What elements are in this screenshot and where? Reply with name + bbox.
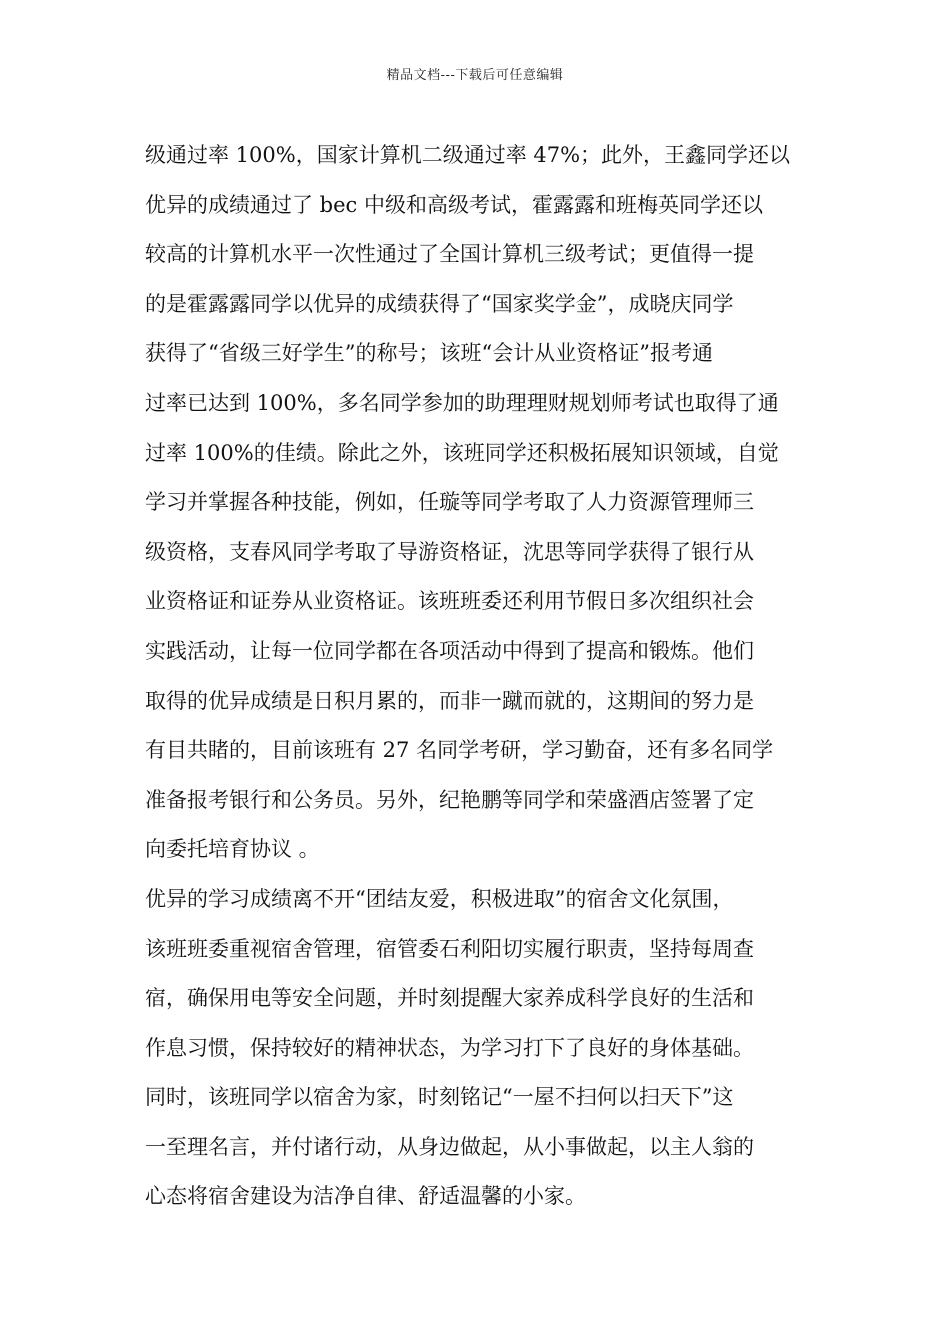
text-line: 一至理名言，并付诸行动，从身边做起，从小事做起，以主人翁的 xyxy=(145,1134,754,1159)
text-line: 优异的成绩通过了 bec 中级和高级考试，霍露露和班梅英同学还以 xyxy=(145,192,763,217)
text-line: 宿，确保用电等安全问题，并时刻提醒大家养成科学良好的生活和 xyxy=(145,986,754,1011)
text-line: 业资格证和证券从业资格证。该班班委还利用节假日多次组织社会 xyxy=(145,589,754,614)
text-line: 心态将宿舍建设为洁净自律、舒适温馨的小家。 xyxy=(145,1184,586,1209)
text-line: 级资格，支春风同学考取了导游资格证，沈思等同学获得了银行从 xyxy=(145,539,754,564)
document-body xyxy=(145,131,810,1222)
page-header: 精品文档---下载后可任意编辑 xyxy=(386,68,564,83)
text-line: 同时，该班同学以宿舍为家，时刻铭记“一屋不扫何以扫天下”这 xyxy=(145,1085,734,1110)
text-line: 准备报考银行和公务员。另外，纪艳鹏等同学和荣盛酒店签署了定 xyxy=(145,787,754,812)
text-line: 优异的学习成绩离不开“团结友爱，积极进取”的宿舍文化氛围， xyxy=(145,886,734,911)
text-line: 向委托培育协议 。 xyxy=(145,837,320,862)
text-line: 有目共睹的，目前该班有 27 名同学考研，学习勤奋，还有多名同学 xyxy=(145,738,774,763)
text-line: 学习并掌握各种技能，例如，任璇等同学考取了人力资源管理师三 xyxy=(145,490,754,515)
text-line: 获得了“省级三好学生”的称号；该班“会计从业资格证”报考通 xyxy=(145,341,713,366)
text-line: 实践活动，让每一位同学都在各项活动中得到了提高和锻炼。他们 xyxy=(145,638,754,663)
text-line: 级通过率 100%，国家计算机二级通过率 47%；此外，王鑫同学还以 xyxy=(145,143,791,167)
text-line: 的是霍露露同学以优异的成绩获得了“国家奖学金”，成晓庆同学 xyxy=(145,291,734,316)
text-line: 过率已达到 100%，多名同学参加的助理理财规划师考试也取得了通 xyxy=(145,390,779,415)
text-line: 该班班委重视宿舍管理，宿管委石利阳切实履行职责，坚持每周查 xyxy=(145,936,754,961)
text-line: 作息习惯，保持较好的精神状态，为学习打下了良好的身体基础。 xyxy=(145,1035,754,1060)
text-line: 取得的优异成绩是日积月累的，而非一蹴而就的，这期间的努力是 xyxy=(145,688,754,713)
text-line: 过率 100%的佳绩。除此之外，该班同学还积极拓展知识领域，自觉 xyxy=(145,440,779,465)
text-line: 较高的计算机水平一次性通过了全国计算机三级考试；更值得一提 xyxy=(145,242,754,267)
